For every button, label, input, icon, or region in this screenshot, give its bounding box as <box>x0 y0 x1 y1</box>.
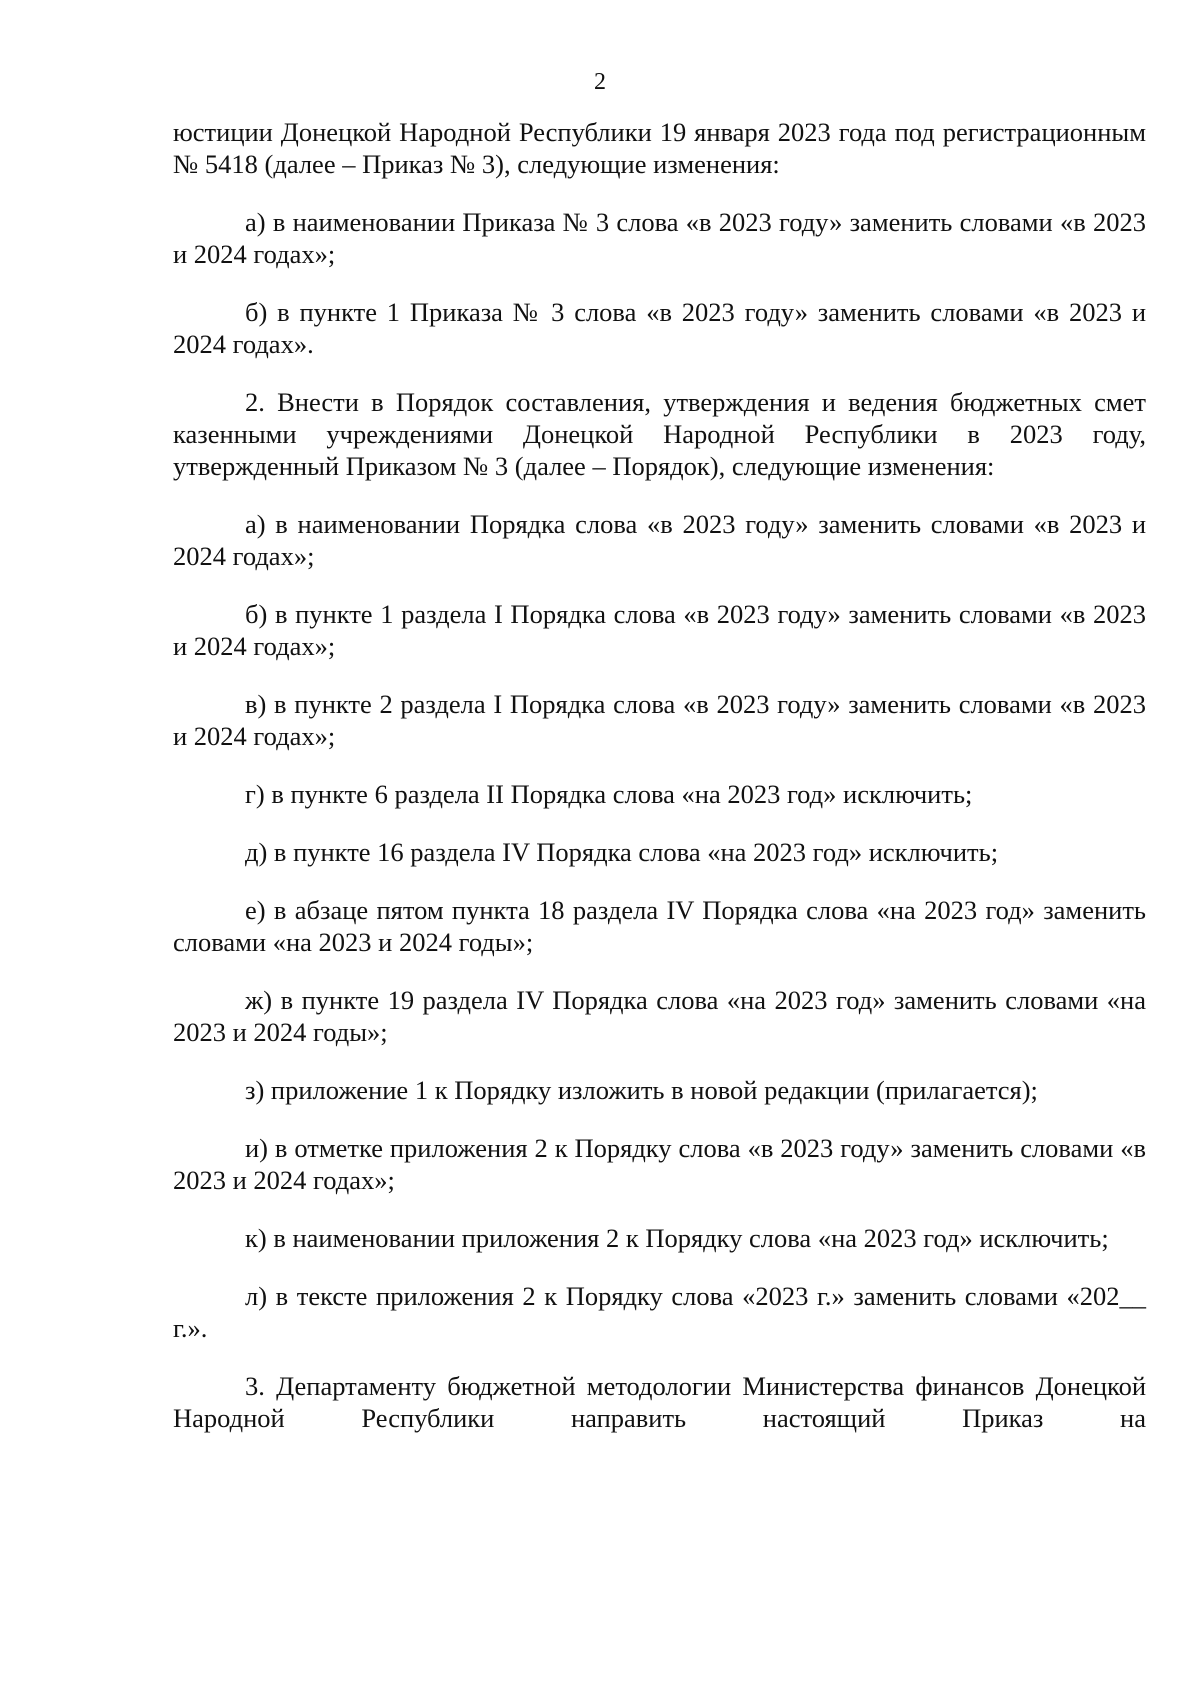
paragraph-item-2d: д) в пункте 16 раздела IV Порядка слова «на 2023 год» исключить; <box>245 837 999 867</box>
paragraph-section-3: 3. Департаменту бюджетной методологии Министерства финансов Донецкой Народной Республики направить настоящий Приказ на <box>173 1371 1146 1433</box>
page-number: 2 <box>594 69 606 95</box>
paragraph-item-2z: з) приложение 1 к Порядку изложить в новой редакции (прилагается); <box>245 1075 1038 1105</box>
paragraph-item-2k: к) в наименовании приложения 2 к Порядку слова «на 2023 год» исключить; <box>245 1223 1109 1253</box>
document-body <box>173 116 1146 1434</box>
paragraph-item-2v: в) в пункте 2 раздела I Порядка слова «в 2023 году» заменить словами «в 2023 и 2024 годах»; <box>173 689 1146 751</box>
paragraph-item-2b: б) в пункте 1 раздела I Порядка слова «в 2023 году» заменить словами «в 2023 и 2024 годах»; <box>173 599 1146 661</box>
paragraph-item-1b: б) в пункте 1 Приказа № 3 слова «в 2023 году» заменить словами «в 2023 и 2024 годах». <box>173 297 1146 359</box>
paragraph-item-2a: а) в наименовании Порядка слова «в 2023 году» заменить словами «в 2023 и 2024 годах»; <box>173 509 1146 571</box>
paragraph-item-1a: а) в наименовании Приказа № 3 слова «в 2023 году» заменить словами «в 2023 и 2024 годах»; <box>173 207 1146 269</box>
paragraph-item-2i: и) в отметке приложения 2 к Порядку слова «в 2023 году» заменить словами «в 2023 и 2024 годах»; <box>173 1133 1146 1195</box>
paragraph-item-2e: е) в абзаце пятом пункта 18 раздела IV Порядка слова «на 2023 год» заменить словами «на 2023 и 2024 годы»; <box>173 895 1146 957</box>
paragraph-continuation: юстиции Донецкой Народной Республики 19 января 2023 года под регистрационным № 5418 (далее – Приказ № 3), следующие изменения: <box>173 117 1146 179</box>
paragraph-item-2g: г) в пункте 6 раздела II Порядка слова «на 2023 год» исключить; <box>245 779 973 809</box>
paragraph-item-2zh: ж) в пункте 19 раздела IV Порядка слова «на 2023 год» заменить словами «на 2023 и 2024 годы»; <box>173 985 1146 1047</box>
paragraph-item-2l: л) в тексте приложения 2 к Порядку слова «2023 г.» заменить словами «202__ г.». <box>173 1281 1146 1343</box>
paragraph-section-2: 2. Внести в Порядок составления, утверждения и ведения бюджетных смет казенными учреждениями Донецкой Народной Республики в 2023 году, утвержденный Приказом № 3 (далее – Порядок), следующие изменения: <box>173 387 1146 481</box>
